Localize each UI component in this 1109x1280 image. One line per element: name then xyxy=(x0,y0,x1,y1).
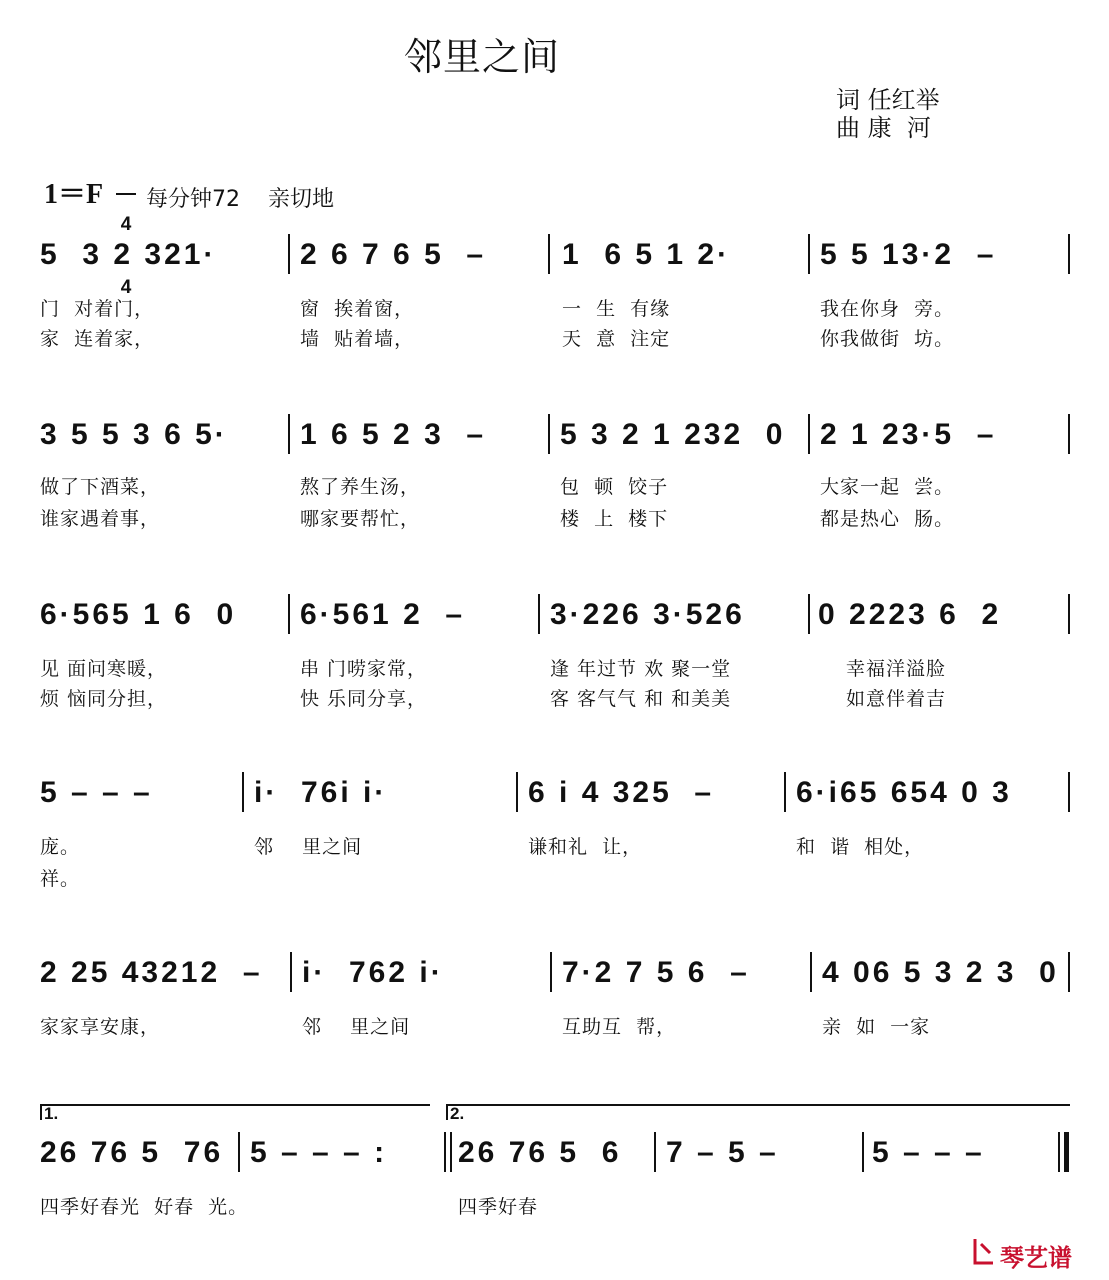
barline xyxy=(548,414,550,454)
lyric-verse-2: 如意伴着吉 xyxy=(846,688,947,710)
lyric-verse-1: 我在你身 旁。 xyxy=(820,298,955,320)
lyric-verse-2: 都是热心 肠。 xyxy=(820,508,955,530)
measure: 3·226 3·526 xyxy=(550,598,745,631)
measure: 5 5 13·2 – xyxy=(820,238,997,271)
time-signature-top: 4 xyxy=(120,214,132,235)
lyricist-credit: 词 任红举 xyxy=(836,86,940,114)
measure: 6 i 4 325 – xyxy=(528,776,715,809)
barline xyxy=(810,952,812,992)
lyric-verse-2: 快 乐同分享， xyxy=(300,688,428,710)
lyric-verse-1: 门 对着门， xyxy=(40,298,155,320)
measure: 2 6 7 6 5 – xyxy=(300,238,487,271)
lyric-verse-2: 天 意 注定 xyxy=(562,328,671,350)
lyric-verse-1: 窗 挨着窗， xyxy=(300,298,415,320)
barline xyxy=(862,1132,864,1172)
lyric-verse-1: 邻 里之间 xyxy=(302,1016,411,1038)
barline xyxy=(808,234,810,274)
lyric-verse-1: 互助互 帮， xyxy=(562,1016,677,1038)
volta-bracket-2 xyxy=(446,1104,1070,1106)
lyric-verse-2: 你我做街 坊。 xyxy=(820,328,955,350)
barline xyxy=(538,594,540,634)
barline xyxy=(242,772,244,812)
lyric-verse-1: 四季好春光 好春 光。 xyxy=(40,1196,249,1218)
measure: 5 – – – xyxy=(40,776,153,809)
barline xyxy=(1068,594,1070,634)
lyric-verse-1: 亲 如 一家 xyxy=(822,1016,931,1038)
measure: 2 1 23·5 – xyxy=(820,418,997,451)
expression-marking: 亲切地 xyxy=(268,187,335,212)
final-barline-thick xyxy=(1064,1132,1069,1172)
barline xyxy=(654,1132,656,1172)
lyric-verse-1: 家家享安康， xyxy=(40,1016,161,1038)
lyric-verse-1: 逢 年过节 欢 聚一堂 xyxy=(550,658,732,680)
lyric-verse-1: 见 面问寒暖， xyxy=(40,658,168,680)
watermark-text: 琴艺谱 xyxy=(1000,1244,1072,1272)
lyric-verse-1: 包 顿 饺子 xyxy=(560,476,669,498)
measure: 6·565 1 6 0 xyxy=(40,598,237,631)
measure: i· 762 i· xyxy=(302,956,444,989)
barline xyxy=(784,772,786,812)
measure: 5 – – – : xyxy=(250,1136,388,1169)
barline xyxy=(1068,234,1070,274)
measure: 26 76 5 6 xyxy=(458,1136,622,1169)
barline xyxy=(288,234,290,274)
lyric-verse-2: 家 连着家， xyxy=(40,328,155,350)
measure: 1 6 5 1 2· xyxy=(562,238,731,271)
barline xyxy=(548,234,550,274)
measure: 6·i65 654 0 3 xyxy=(796,776,1012,809)
lyric-verse-2: 楼 上 楼下 xyxy=(560,508,669,530)
lyric-verse-1: 一 生 有缘 xyxy=(562,298,671,320)
barline xyxy=(808,414,810,454)
measure: 6·561 2 – xyxy=(300,598,466,631)
logo-icon xyxy=(972,1236,996,1266)
tempo-marking: 每分钟72 xyxy=(146,187,240,212)
barline xyxy=(516,772,518,812)
lyric-verse-1: 串 门唠家常， xyxy=(300,658,428,680)
barline xyxy=(290,952,292,992)
lyric-verse-1: 做了下酒菜， xyxy=(40,476,161,498)
volta-1-label: 1. xyxy=(44,1104,59,1123)
lyric-verse-1: 四季好春 xyxy=(458,1196,539,1218)
barline xyxy=(238,1132,240,1172)
measure: 5 – – – xyxy=(872,1136,985,1169)
barline xyxy=(450,1132,452,1172)
song-title: 邻里之间 xyxy=(404,35,561,79)
lyric-verse-1: 和 谐 相处， xyxy=(796,836,925,858)
barline xyxy=(1068,414,1070,454)
time-signature-bottom: 4 xyxy=(120,277,132,298)
lyric-verse-1: 谦和礼 让， xyxy=(528,836,643,858)
composer-credit: 曲 康 河 xyxy=(836,114,931,142)
measure: 26 76 5 76 xyxy=(40,1136,224,1169)
lyric-verse-1: 大家一起 尝。 xyxy=(820,476,955,498)
lyric-verse-1: 熬了养生汤， xyxy=(300,476,421,498)
lyric-verse-1: 庞。 xyxy=(40,836,81,858)
measure: 4 06 5 3 2 3 0 xyxy=(822,956,1059,989)
measure: i· 76i i· xyxy=(254,776,388,809)
volta-bracket-1 xyxy=(40,1104,430,1106)
measure: 7·2 7 5 6 – xyxy=(562,956,750,989)
lyric-verse-2: 祥。 xyxy=(40,868,81,890)
barline xyxy=(1068,952,1070,992)
barline xyxy=(288,594,290,634)
final-barline-thin xyxy=(1058,1132,1060,1172)
measure: 7 – 5 – xyxy=(666,1136,779,1169)
volta-2-label: 2. xyxy=(450,1104,465,1123)
lyric-verse-2: 墙 贴着墙， xyxy=(300,328,415,350)
key-signature: 1＝F xyxy=(44,179,104,210)
lyric-verse-1: 幸福洋溢脸 xyxy=(846,658,947,680)
barline xyxy=(1068,772,1070,812)
measure: 0 2223 6 2 xyxy=(818,598,1002,631)
lyric-verse-2: 烦 恼同分担， xyxy=(40,688,168,710)
lyric-verse-2: 哪家要帮忙， xyxy=(300,508,421,530)
measure: 2 25 43212 – xyxy=(40,956,263,989)
measure: 5 3 2 1 232 0 xyxy=(560,418,786,451)
measure: 3 5 5 3 6 5· xyxy=(40,418,228,451)
lyric-verse-2: 客 客气气 和 和美美 xyxy=(550,688,732,710)
lyric-verse-2: 谁家遇着事， xyxy=(40,508,161,530)
barline xyxy=(550,952,552,992)
measure: 1 6 5 2 3 – xyxy=(300,418,487,451)
barline xyxy=(808,594,810,634)
lyric-verse-1: 邻 里之间 xyxy=(254,836,363,858)
measure: 5 3 2 321· xyxy=(40,238,217,271)
barline xyxy=(288,414,290,454)
barline xyxy=(444,1132,446,1172)
